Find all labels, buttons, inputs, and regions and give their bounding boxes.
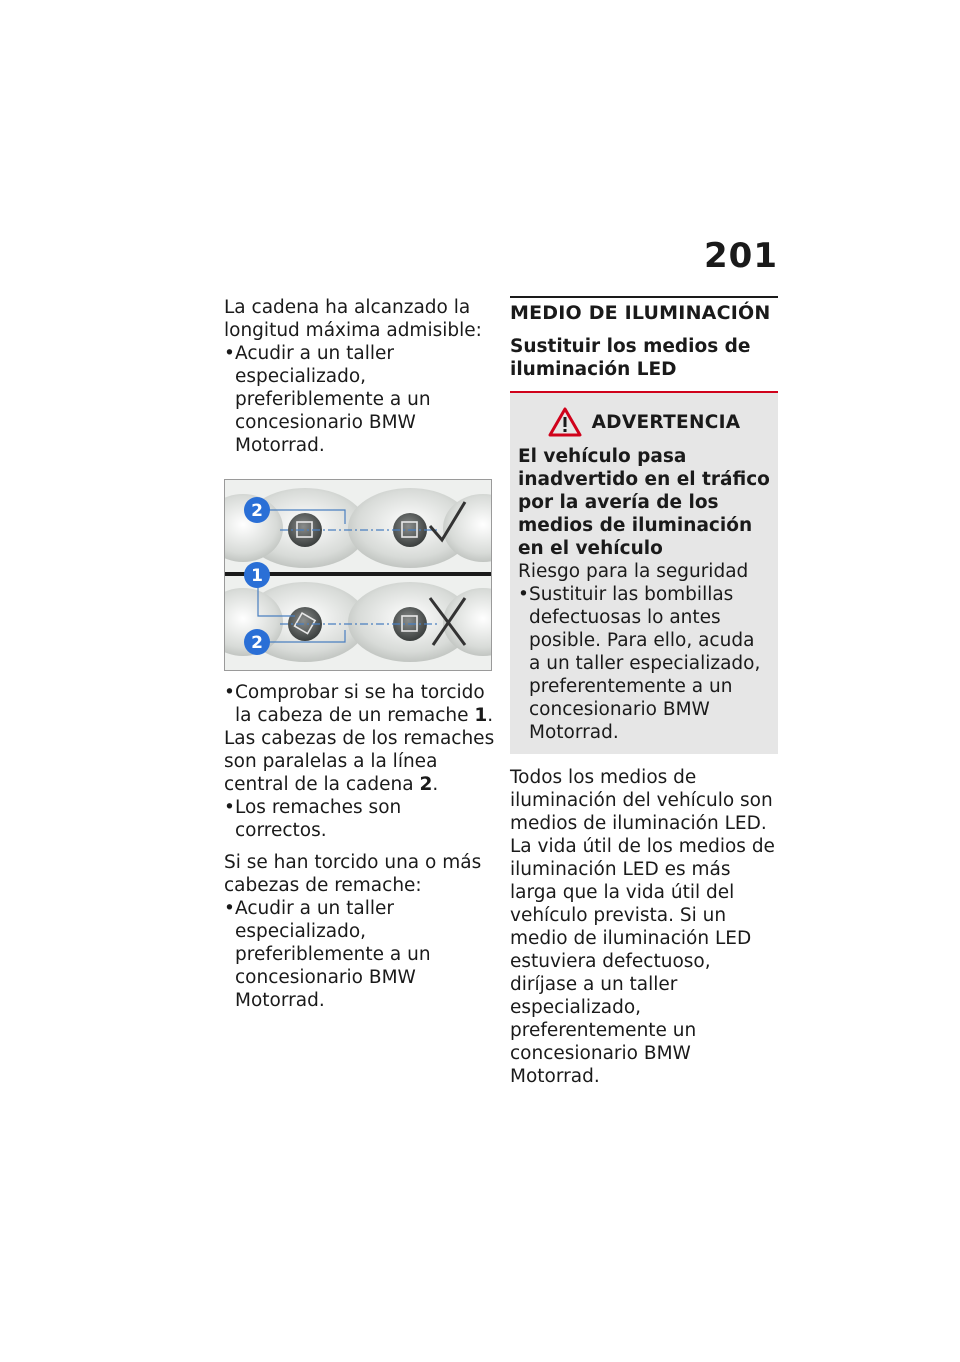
warning-bullet: • Sustituir las bombillas defectuosas lo antes posible. Para ello, acuda a un taller especializado, preferentemente a un concesionario BMW Motorrad. [518, 583, 770, 744]
chain-rivet-illustration [225, 480, 491, 670]
chain-rivet-figure [224, 479, 492, 671]
chain-limit-text: La cadena ha alcanzado la longitud máxima admisible: [224, 297, 482, 341]
left-column [224, 296, 496, 1012]
warning-risk: Riesgo para la seguridad [518, 561, 749, 582]
warning-title: ADVERTENCIA [591, 411, 741, 433]
workshop-bullet-1: • Acudir a un taller especializado, preferiblemente a un concesionario BMW Motorrad. [224, 342, 496, 457]
warning-headline: El vehículo pasa inadvertido en el tráfico por la avería de los medios de iluminación en el vehículo [518, 446, 770, 559]
right-column [510, 296, 778, 1088]
twisted-rivets-text: Si se han torcido una o más cabezas de remache: [224, 852, 482, 896]
warning-triangle-icon [548, 407, 582, 437]
svg-text:1: 1 [251, 566, 263, 586]
check-rivet-text: Comprobar si se ha torcido la cabeza de un remache [235, 682, 485, 726]
svg-text:2: 2 [251, 501, 263, 521]
workshop-bullet-2: • Acudir a un taller especializado, preferiblemente a un concesionario BMW Motorrad. [224, 897, 496, 1012]
parallel-text: Las cabezas de los remaches son paralelas a la línea central de la cadena [224, 728, 495, 795]
parallel-rivets-text: Las cabezas de los remaches son paralelas a la línea central de la cadena 2. [224, 728, 495, 795]
callout-2-bottom [244, 629, 270, 655]
section-title: MEDIO DE ILUMINACIÓN [510, 296, 778, 325]
callout-2-top [244, 497, 270, 523]
led-body-text: Todos los medios de iluminación del vehículo son medios de iluminación LED. La vida útil de los medios de iluminación LED es más larga que la vida útil del vehículo prevista. Si un medio de iluminación LED estuviera defectuoso, diríjase a un taller especializado, preferentemente un concesionario BMW Motorrad. [510, 767, 775, 1087]
check-rivet-bullet: • Comprobar si se ha torcido la cabeza de un remache 1. [224, 681, 496, 727]
callout-1 [244, 562, 270, 588]
sub-title: Sustituir los medios de iluminación LED [510, 336, 751, 380]
page-number: 201 [704, 236, 778, 276]
check-rivet-ref: 1 [474, 705, 488, 726]
warning-header [518, 407, 770, 437]
svg-text:2: 2 [251, 633, 263, 653]
warning-box [510, 391, 778, 754]
rivets-correct-bullet: • Los remaches son correctos. [224, 796, 496, 842]
parallel-ref: 2 [419, 774, 433, 795]
